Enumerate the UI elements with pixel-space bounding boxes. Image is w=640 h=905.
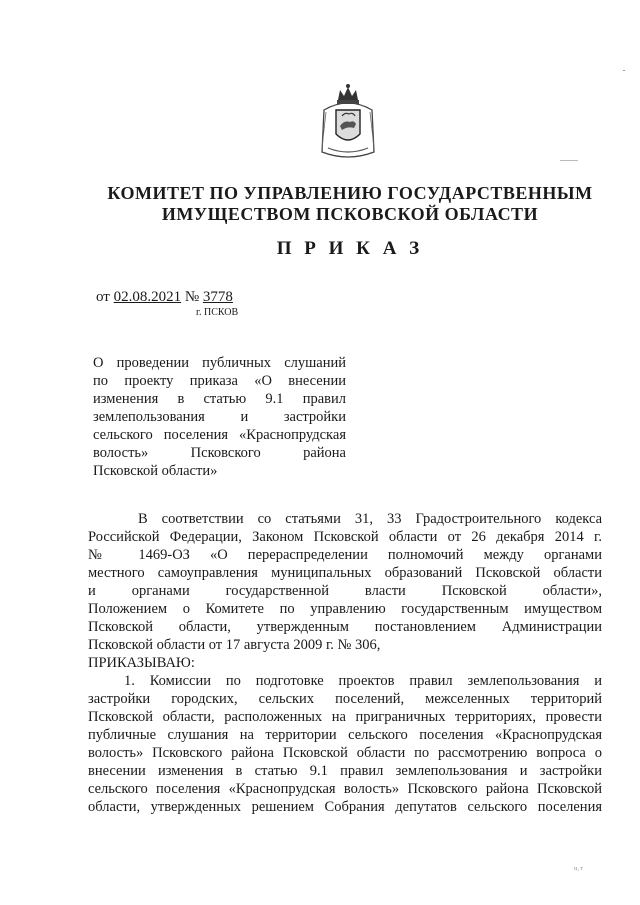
org-name-line-1: КОМИТЕТ ПО УПРАВЛЕНИЮ ГОСУДАРСТВЕННЫМ (107, 183, 593, 203)
subject-line: волость» Псковского района (93, 445, 346, 461)
subject-line: изменения в статью 9.1 правил (93, 391, 346, 407)
order-number: 3778 (202, 289, 233, 305)
subject-line: О проведении публичных слушаний (93, 355, 346, 371)
body-line: и органами государственной власти Псковской области», (88, 583, 602, 599)
body-line: Российской Федерации, Законом Псковской области от 26 декабря 2014 г. (88, 529, 602, 545)
scan-mark (560, 160, 578, 161)
body-line: области, утвержденных решением Собрания депутатов сельского поселения (88, 799, 602, 815)
subject-line: сельского поселения «Краснопрудская (93, 427, 346, 443)
subject-line: землепользования и застройки (93, 409, 346, 425)
body-line: публичные слушания на территории сельского поселения «Краснопрудская (88, 727, 602, 743)
body-line: 1. Комиссии по подготовке проектов правил землепользования и (124, 673, 602, 689)
body-line: В соответствии со статьями 31, 33 Градостроительного кодекса (138, 511, 602, 527)
body-line: застройки городских, сельских поселений, межселенных территорий (88, 691, 602, 707)
subject-line: по проекту приказа «О внесении (93, 373, 346, 389)
body-line: сельского поселения «Краснопрудская волость» Псковского района Псковской (88, 781, 602, 797)
order-date: 02.08.2021 (113, 289, 182, 305)
subject-line: Псковской области» (93, 463, 218, 479)
scan-speck (623, 70, 625, 71)
body-line: Положением о Комитете по управлению государственным имуществом (88, 601, 602, 617)
order-city: г. ПСКОВ (196, 307, 239, 318)
number-prefix: № (184, 289, 200, 305)
body-line: Псковской области от 17 августа 2009 г. № 306, (88, 637, 381, 653)
order-directive: ПРИКАЗЫВАЮ: (88, 655, 195, 671)
body-line: № 1469-ОЗ «О перераспределении полномочий между органами (88, 547, 602, 563)
document-type-title: П Р И К А З (276, 238, 424, 259)
page-mark: ıı, т (574, 866, 583, 872)
org-name-line-2: ИМУЩЕСТВОМ ПСКОВСКОЙ ОБЛАСТИ (161, 204, 539, 224)
order-date-number (96, 288, 233, 306)
body-line: внесении изменения в статью 9.1 правил землепользования и застройки (88, 763, 602, 779)
body-line: местного самоуправления муниципальных образований Псковской области (88, 565, 602, 581)
body-line: волость» Псковского района Псковской области по рассмотрению вопроса о (88, 745, 602, 761)
pskov-coat-of-arms-icon (318, 82, 378, 162)
date-prefix: от (96, 289, 110, 305)
body-line: Псковской области, расположенных на приграничных территориях, провести (88, 709, 602, 725)
body-line: Псковской области, утвержденным постановлением Администрации (88, 619, 602, 635)
